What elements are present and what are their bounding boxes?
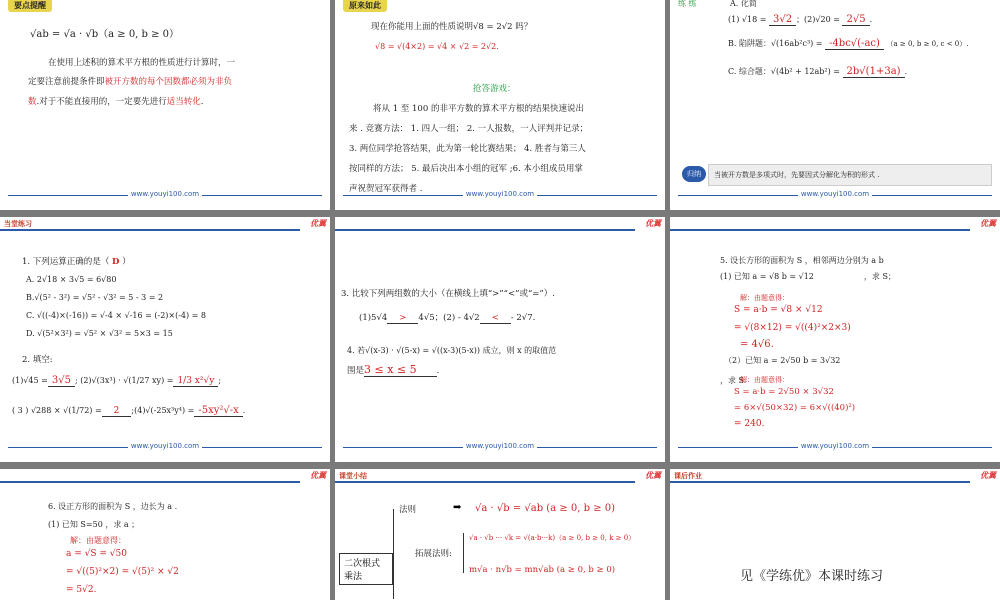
question: （2）已知 a = 2√50 b = 3√32 xyxy=(724,356,841,365)
text-line: 来 . 竞赛方法： 1. 四人一组； 2. 一人报数，一人评判并记录； xyxy=(349,124,589,134)
summary-text: 当被开方数是多项式时，先要因式分解化为积的形式 . xyxy=(714,171,880,179)
text-line: 定要注意前提条件即被开方数的每个因数都必须为非负 xyxy=(28,77,233,87)
topbar: 优翼 xyxy=(335,217,665,231)
solution-line: = 6×√(50×32) = 6×√((40)²) xyxy=(734,403,856,413)
topbar: 当堂练习 优翼 xyxy=(0,217,330,231)
solution-label: 解：由题意得： xyxy=(740,294,789,302)
slide-practice[interactable] xyxy=(670,0,1000,210)
slide-header: 要点提醒 xyxy=(8,0,52,12)
fill-item: ( 3 ) √288 × √(1/72) = 2 ;(4)√(-25x³y⁴) = -5xy²√-x . xyxy=(12,405,246,416)
slide-footer: www.youyi100.com xyxy=(670,190,1000,202)
slide-exercise-2[interactable] xyxy=(335,217,665,462)
concept-box: 二次根式乘法 xyxy=(339,553,393,585)
solution-label: 解：由题意得： xyxy=(740,376,789,384)
solution-line: = 240. xyxy=(734,419,765,429)
topbar: 课堂小结 优翼 xyxy=(335,469,665,483)
arrow-icon: ➡ xyxy=(453,502,462,513)
slide-key-points[interactable] xyxy=(0,0,330,210)
part-a-label: A. 化简 xyxy=(730,0,757,8)
slide-footer: www.youyi100.com xyxy=(670,442,1000,454)
question: 6. 设正方形的面积为 S ，边长为 a . xyxy=(48,502,178,511)
topbar: 优翼 xyxy=(670,217,1000,231)
text-line: 将从 1 至 100 的非平方数的算术平方根的结果快速说出 xyxy=(373,104,584,114)
text-line: 按同样的方法； 5. 最后决出本小组的冠军 ;6. 本小组成员用掌 xyxy=(349,164,583,174)
ext-label: 拓展法则: xyxy=(415,549,452,559)
brace xyxy=(463,533,464,573)
question: 5. 设长方形的面积为 S ，相邻两边分别为 a b xyxy=(720,256,884,265)
solution-label: 解：由题意得： xyxy=(70,536,126,545)
top-label: 练 练 xyxy=(678,0,697,8)
text-line: 数.对于不能直接用的，一定要先进行适当转化. xyxy=(28,97,204,107)
item: C. 综合题：√(4b² + 12ab²) = 2b√(1+3a) . xyxy=(728,66,908,77)
solution-line: S = a·b = 2√50 × 3√32 xyxy=(734,387,834,397)
compare-item: (1)5√4 > 4√5；(2) - 4√2 < - 2√7. xyxy=(359,313,536,323)
formula: √ab = √a · √b（a ≥ 0, b ≥ 0） xyxy=(30,29,180,40)
question: 现在你能用上面的性质说明√8 = 2√2 吗？ xyxy=(371,22,533,32)
rule-label: 法则 xyxy=(399,505,417,515)
slide-header: 原来如此 xyxy=(343,0,387,12)
question: ，求 S. xyxy=(720,376,747,385)
solution-line: = √(8×12) = √((4)²×2×3) xyxy=(734,323,851,333)
slide-exercise-1[interactable] xyxy=(0,217,330,462)
solution-line: = √((5)²×2) = √(5)² × √2 xyxy=(66,567,179,577)
question: 围是3 ≤ x ≤ 5 . xyxy=(347,363,440,376)
fill-item: (1)√45 = 3√5 ; (2)√(3x³) · √(1/27 xy) = 1/3 x²√y ; xyxy=(12,375,222,386)
question: (1) 已知 S=50 ，求 a ； xyxy=(48,520,140,529)
question: 4. 若√(x-3) · √(5-x) = √((x-3)(5-x)) 成立，则 x 的取值范 xyxy=(347,346,557,355)
question: 2. 填空: xyxy=(22,355,53,365)
slide-exercise-3[interactable] xyxy=(670,217,1000,462)
slide-summary[interactable] xyxy=(335,469,665,600)
text-line: 在使用上述积的算术平方根的性质进行计算时，一 xyxy=(48,58,236,68)
homework-text: 见《学练优》本课时练习 xyxy=(740,569,884,584)
slide-exercise-4[interactable] xyxy=(0,469,330,600)
topbar: 优翼 xyxy=(0,469,330,483)
slide-footer: www.youyi100.com xyxy=(0,190,330,202)
slide-footer: www.youyi100.com xyxy=(0,442,330,454)
answer: √8 = √(4×2) = √4 × √2 = 2√2. xyxy=(375,42,499,51)
topbar: 课后作业 优翼 xyxy=(670,469,1000,483)
slide-footer: www.youyi100.com xyxy=(335,442,665,454)
option-a: A. 2√18 × 3√5 = 6√80 xyxy=(26,275,117,284)
brace xyxy=(393,509,394,599)
ext-formula: m√a · n√b = mn√ab (a ≥ 0, b ≥ 0) xyxy=(469,565,616,575)
slide-footer: www.youyi100.com xyxy=(335,190,665,202)
question: 1. 下列运算正确的是（ D ） xyxy=(22,257,131,267)
question: 3. 比较下列两组数的大小（在横线上填“>”“<”或“=”）. xyxy=(341,289,555,299)
option-d: D. √(5²×3²) = √5² × √3² = 5×3 = 15 xyxy=(26,329,173,338)
item: (1) √18 = 3√2 ；(2)√20 = 2√5 . xyxy=(728,14,873,25)
text-line: 声祝贺冠军获得者 . xyxy=(349,184,423,194)
solution-line: a = √S = √50 xyxy=(66,549,127,559)
solution-line: = 4√6. xyxy=(740,339,774,350)
summary-badge: 归纳 xyxy=(682,166,706,182)
option-b: B.√(5² - 3²) = √5² - √3² = 5 - 3 = 2 xyxy=(26,293,164,302)
game-title: 抢答游戏： xyxy=(473,84,516,94)
solution-line: = 5√2. xyxy=(66,585,97,595)
solution-line: S = a·b = √8 × √12 xyxy=(734,305,823,315)
question: (1) 已知 a = √8 b = √12 ，求 S； xyxy=(720,272,896,281)
item: B. 陷阱题：√(16ab²c³) = -4bc√(-ac) （a ≥ 0, b ≥ 0, c < 0）. xyxy=(728,38,969,49)
slide-homework[interactable] xyxy=(670,469,1000,600)
option-c: C. √((-4)×(-16)) = √-4 × √-16 = (-2)×(-4) = 8 xyxy=(26,311,207,320)
ext-formula: √a · √b ··· √k = √(a·b···k)（a ≥ 0, b ≥ 0, k ≥ 0） xyxy=(469,534,636,542)
rule-formula: √a · √b = √ab (a ≥ 0, b ≥ 0) xyxy=(475,503,616,514)
text-line: 3. 两位同学抢答结果，此为第一轮比赛结果； 4. 胜者与第三人 xyxy=(349,144,586,154)
slide-explanation[interactable] xyxy=(335,0,665,210)
